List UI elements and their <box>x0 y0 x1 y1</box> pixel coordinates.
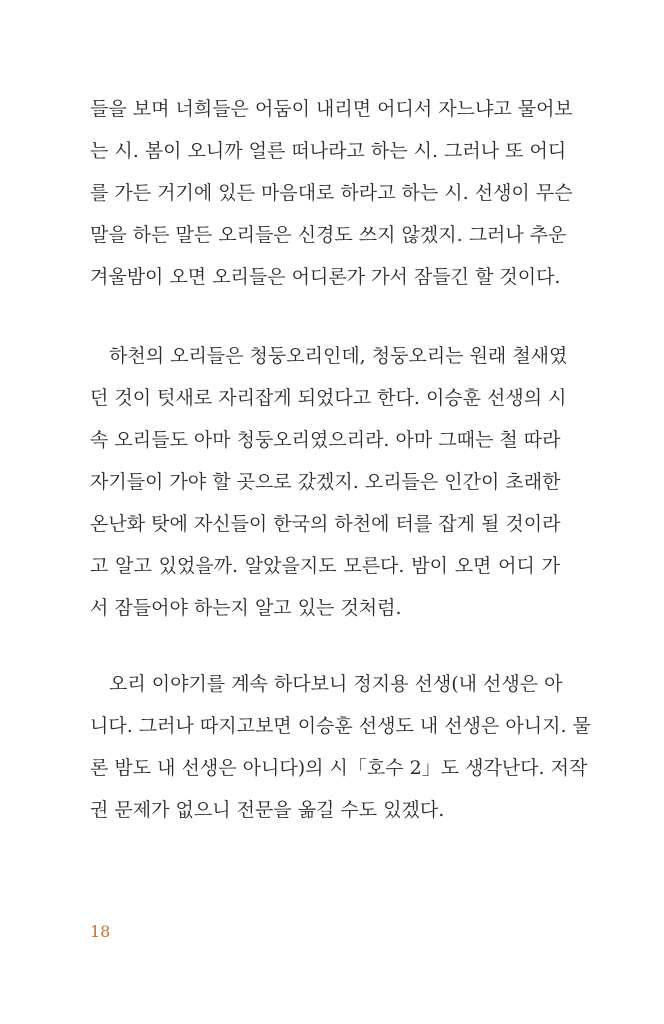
text-line: 오리 이야기를 계속 하다보니 정지용 선생(내 선생은 아 <box>109 673 563 695</box>
text-line: 속 오리들도 아마 청둥오리였으리라. 아마 그때는 철 따라 <box>90 429 561 451</box>
text-line: 자기들이 가야 할 곳으로 갔겠지. 오리들은 인간이 초래한 <box>90 471 561 493</box>
paragraph-1 <box>90 88 573 298</box>
text-line: 던 것이 텃새로 자리잡게 되었다고 한다. 이승훈 선생의 시 <box>90 387 567 409</box>
text-line: 니다. 그러나 따지고보면 이승훈 선생도 내 선생은 아니지. 물 <box>90 715 591 737</box>
text-line: 온난화 탓에 자신들이 한국의 하천에 터를 잡게 될 것이라 <box>90 513 561 535</box>
paragraph-2 <box>90 335 568 629</box>
text-line: 는 시. 봄이 오니까 얼른 떠나라고 하는 시. 그러나 또 어디 <box>90 140 567 162</box>
text-line: 들을 보며 너희들은 어둠이 내리면 어디서 자느냐고 물어보 <box>90 98 573 120</box>
text-line: 를 가든 거기에 있든 마음대로 하라고 하는 시. 선생이 무슨 <box>90 182 573 204</box>
text-line: 하천의 오리들은 청둥오리인데, 청둥오리는 원래 철새였 <box>109 345 568 367</box>
text-line: 고 알고 있었을까. 알았을지도 모른다. 밤이 오면 어디 가 <box>90 555 560 577</box>
text-line: 겨울밤이 오면 오리들은 어디론가 가서 잠들긴 할 것이다. <box>90 266 561 288</box>
text-line: 말을 하든 말든 오리들은 신경도 쓰지 않겠지. 그러나 추운 <box>90 224 567 246</box>
text-line: 서 잠들어야 하는지 알고 있는 것처럼. <box>90 597 402 619</box>
text-line: 권 문제가 없으니 전문을 옮길 수도 있겠다. <box>90 799 445 821</box>
paragraph-3 <box>90 663 591 831</box>
page-number: 18 <box>90 922 111 941</box>
text-line: 론 밤도 내 선생은 아니다)의 시「호수 2」도 생각난다. 저작 <box>90 757 588 779</box>
